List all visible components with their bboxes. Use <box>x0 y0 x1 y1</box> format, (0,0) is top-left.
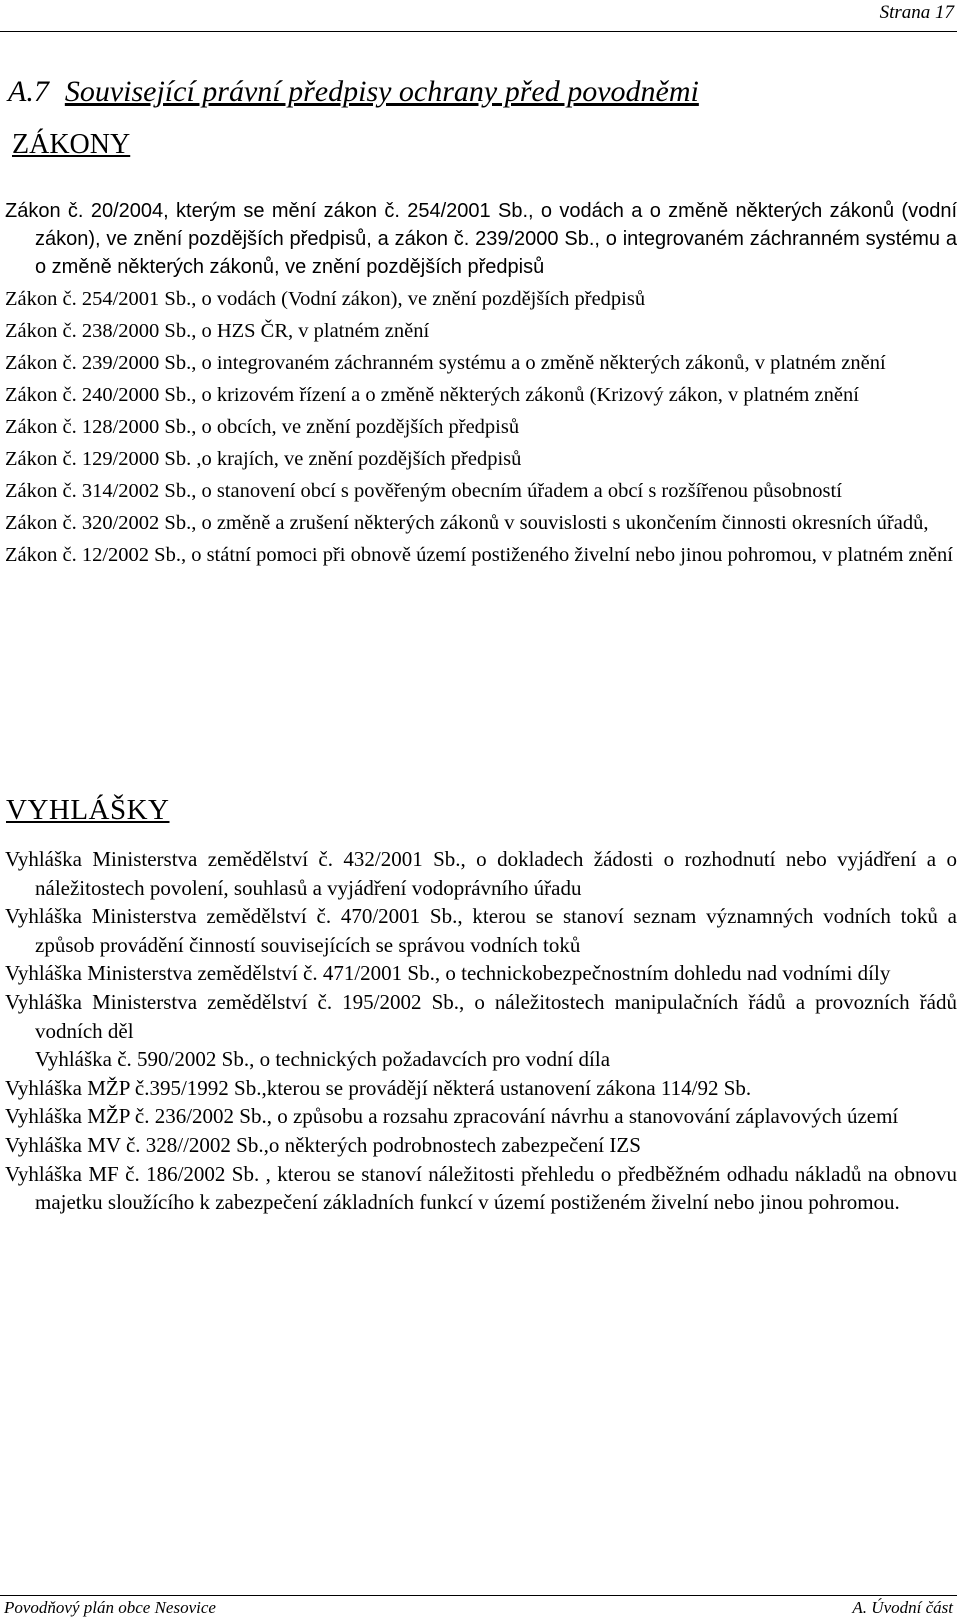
section-title: Související právní předpisy ochrany před povodněmi <box>64 75 699 108</box>
footer-document-title: Povodňový plán obce Nesovice <box>4 1598 216 1617</box>
footer-section-name: A. Úvodní část <box>852 1598 953 1617</box>
decrees-heading: VYHLÁŠKY <box>6 794 170 826</box>
law-item: Zákon č. 254/2001 Sb., o vodách (Vodní zákon), ve znění pozdějších předpisů <box>5 288 646 310</box>
law-item: Zákon č. 128/2000 Sb., o obcích, ve znění pozdějších předpisů <box>5 416 520 438</box>
decree-item: Vyhláška MŽP č.395/1992 Sb.,kterou se provádějí některá ustanovení zákona 114/92 Sb. <box>5 1075 752 1100</box>
decree-item: Vyhláška MV č. 328//2002 Sb.,o některých podrobnostech zabezpečení IZS <box>5 1132 641 1157</box>
page-header <box>0 0 957 32</box>
decree-item: Vyhláška Ministerstva zemědělství č. 195/2002 Sb., o náležitostech manipulačních řádů a provozních řádů vodních děl <box>5 989 957 1043</box>
laws-heading: ZÁKONY <box>12 129 131 160</box>
decree-item: Vyhláška č. 590/2002 Sb., o technických požadavcích pro vodní díla <box>35 1047 611 1072</box>
page-number: Strana 17 <box>879 2 954 23</box>
decree-item: Vyhláška Ministerstva zemědělství č. 471/2001 Sb., o technickobezpečnostním dohledu nad vodními díly <box>5 961 891 986</box>
law-item: Zákon č. 320/2002 Sb., o změně a zrušení některých zákonů v souvislosti s ukončením činnosti okresních úřadů, <box>5 512 929 534</box>
law-item: Zákon č. 238/2000 Sb., o HZS ČR, v platném znění <box>5 320 430 342</box>
law-item: Zákon č. 12/2002 Sb., o státní pomoci při obnově území postiženého živelní nebo jinou pohromou, v platném znění <box>5 544 953 566</box>
law-item: Zákon č. 129/2000 Sb. ,o krajích, ve znění pozdějších předpisů <box>5 448 522 470</box>
decrees-list <box>5 845 957 1217</box>
laws-list <box>5 197 957 573</box>
page-footer <box>0 1595 957 1620</box>
decree-item: Vyhláška MF č. 186/2002 Sb. , kterou se stanoví náležitosti přehledu o předběžném odhadu nákladů na obnovu majetku sloužícího k zabezpečení základních funkcí v území postiženém živelní nebo jinou pohromou. <box>5 1161 957 1215</box>
decree-item: Vyhláška Ministerstva zemědělství č. 432/2001 Sb., o dokladech žádosti o rozhodnutí nebo vyjádření a o náležitostech povolení, souhlasů a vyjádření vodoprávního úřadu <box>5 847 957 900</box>
section-number: A.7 <box>8 75 49 108</box>
law-item: Zákon č. 240/2000 Sb., o krizovém řízení a o změně některých zákonů (Krizový zákon, v platném znění <box>5 384 859 406</box>
decree-item: Vyhláška MŽP č. 236/2002 Sb., o způsobu a rozsahu zpracování návrhu a stanovování záplavových území <box>5 1104 899 1129</box>
law-item: Zákon č. 239/2000 Sb., o integrovaném záchranném systému a o změně některých zákonů, v platném znění <box>5 352 886 374</box>
section-heading <box>8 75 699 109</box>
law-item: Zákon č. 314/2002 Sb., o stanovení obcí s pověřeným obecním úřadem a obcí s rozšířenou působností <box>5 480 842 502</box>
law-item: Zákon č. 20/2004, kterým se mění zákon č. 254/2001 Sb., o vodách a o změně některých zákonů (vodní zákon), ve znění pozdějších předpisů, a zákon č. 239/2000 Sb., o integrovaném záchranném systému a o změně některých zákonů, ve znění pozdějších předpisů <box>5 200 957 278</box>
decree-item: Vyhláška Ministerstva zemědělství č. 470/2001 Sb., kterou se stanoví seznam významných vodních toků a způsob provádění činností souvisejících se správou vodních toků <box>5 904 957 957</box>
